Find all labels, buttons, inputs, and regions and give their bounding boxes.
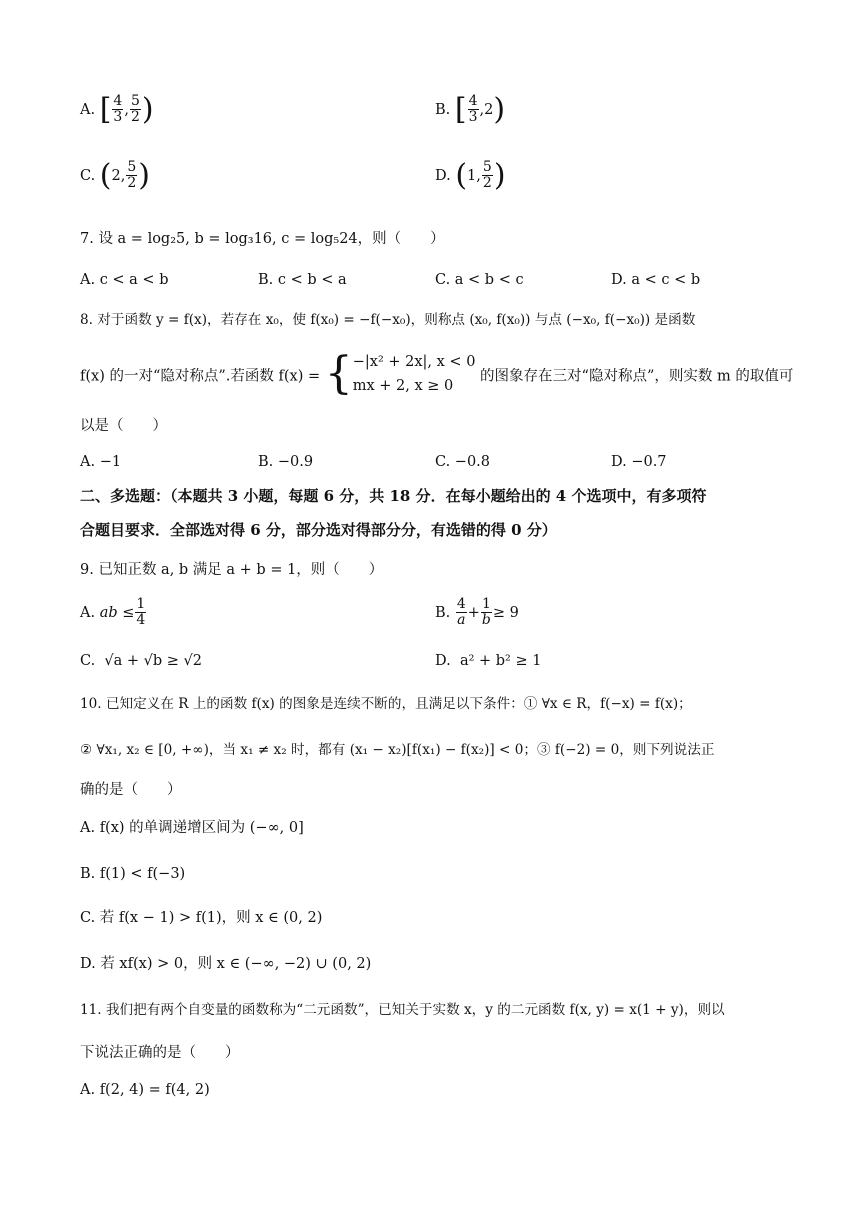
section2-heading-line1: 二、多选题：（本题共 3 小题，每题 6 分，共 18 分．在每小题给出的 4 个选项中，有多项符 <box>80 487 707 505</box>
q10-option-d[interactable]: D. 若 xf(x) > 0，则 x ∈ (−∞, −2) ∪ (0, 2) <box>80 956 372 972</box>
q8-stem-line3: 以是（ ） <box>80 418 167 434</box>
q11-option-a[interactable]: A. f(2, 4) = f(4, 2) <box>80 1082 210 1098</box>
q8-option-c[interactable]: C. −0.8 <box>435 454 491 470</box>
q9-option-d[interactable]: D. a² + b² ≥ 1 <box>435 653 542 669</box>
section2-heading-line2: 合题目要求．全部选对得 6 分，部分选对得部分分，有选错的得 0 分） <box>80 521 557 539</box>
q10-stem-line3: 确的是（ ） <box>80 782 182 798</box>
q8-stem-line2: f(x) 的一对“隐对称点”.若函数 f(x) = { −|x² + 2x|, x < 0 mx + 2, x ≥ 0 的图象存在三对“隐对称点”，则实数 m 的取值可 <box>80 348 794 399</box>
q10-option-a[interactable]: A. f(x) 的单调递增区间为 (−∞, 0] <box>80 820 304 836</box>
q7-option-a[interactable]: A. c < a < b <box>80 272 169 288</box>
q7-stem: 7. 设 a = log₂5, b = log₃16, c = log₅24，则（ ） <box>80 231 445 247</box>
q8-option-a[interactable]: A. −1 <box>80 454 122 470</box>
q7-option-b[interactable]: B. c < b < a <box>258 272 347 288</box>
q6-option-c[interactable]: C. (2, $\frac{5}{2}$ ) <box>80 157 150 193</box>
q8-option-d[interactable]: D. −0.7 <box>611 454 667 470</box>
q6-option-d[interactable]: D. (1, $\frac{5}{2}$ ) <box>435 157 506 193</box>
q9-option-a[interactable]: A. ab ≤ $\frac{1}{4}$ <box>80 596 146 629</box>
q10-stem-line2: ② ∀x₁, x₂ ∈ [0, +∞)，当 x₁ ≠ x₂ 时，都有 (x₁ − x₂)[f(x₁) − f(x₂)] < 0；③ f(−2) = 0，则下列说法正 <box>80 742 715 758</box>
q6-option-b[interactable]: B. [ $\frac{4}{3}$ ,2) <box>435 91 506 127</box>
q8-piecewise: { −|x² + 2x|, x < 0 mx + 2, x ≥ 0 <box>324 348 476 399</box>
q9-option-b[interactable]: B. $\frac{4}{a}$ + $\frac{1}{b}$ ≥ 9 <box>435 596 519 629</box>
q9-option-c[interactable]: C. √a + √b ≥ √2 <box>80 653 203 669</box>
q10-option-b[interactable]: B. f(1) < f(−3) <box>80 866 186 882</box>
q6-option-a[interactable]: A. [ $\frac{4}{3}$ , $\frac{5}{2}$ ) <box>80 91 154 127</box>
q7-option-d[interactable]: D. a < c < b <box>611 272 701 288</box>
q7-option-c[interactable]: C. a < b < c <box>435 272 524 288</box>
q10-option-c[interactable]: C. 若 f(x − 1) > f(1)，则 x ∈ (0, 2) <box>80 910 323 926</box>
q11-stem-line1: 11. 我们把有两个自变量的函数称为“二元函数”，已知关于实数 x，y 的二元函数 f(x, y) = x(1 + y)，则以 <box>80 1002 725 1018</box>
q10-stem-line1: 10. 已知定义在 R 上的函数 f(x) 的图象是连续不断的，且满足以下条件：① ∀x ∈ R，f(−x) = f(x)； <box>80 696 692 712</box>
q11-stem-line2: 下说法正确的是（ ） <box>80 1045 240 1061</box>
q8-stem-line1: 8. 对于函数 y = f(x)，若存在 x₀，使 f(x₀) = −f(−x₀)，则称点 (x₀, f(x₀)) 与点 (−x₀, f(−x₀)) 是函数 <box>80 312 696 328</box>
q9-stem: 9. 已知正数 a, b 满足 a + b = 1，则（ ） <box>80 562 384 578</box>
q8-option-b[interactable]: B. −0.9 <box>258 454 314 470</box>
